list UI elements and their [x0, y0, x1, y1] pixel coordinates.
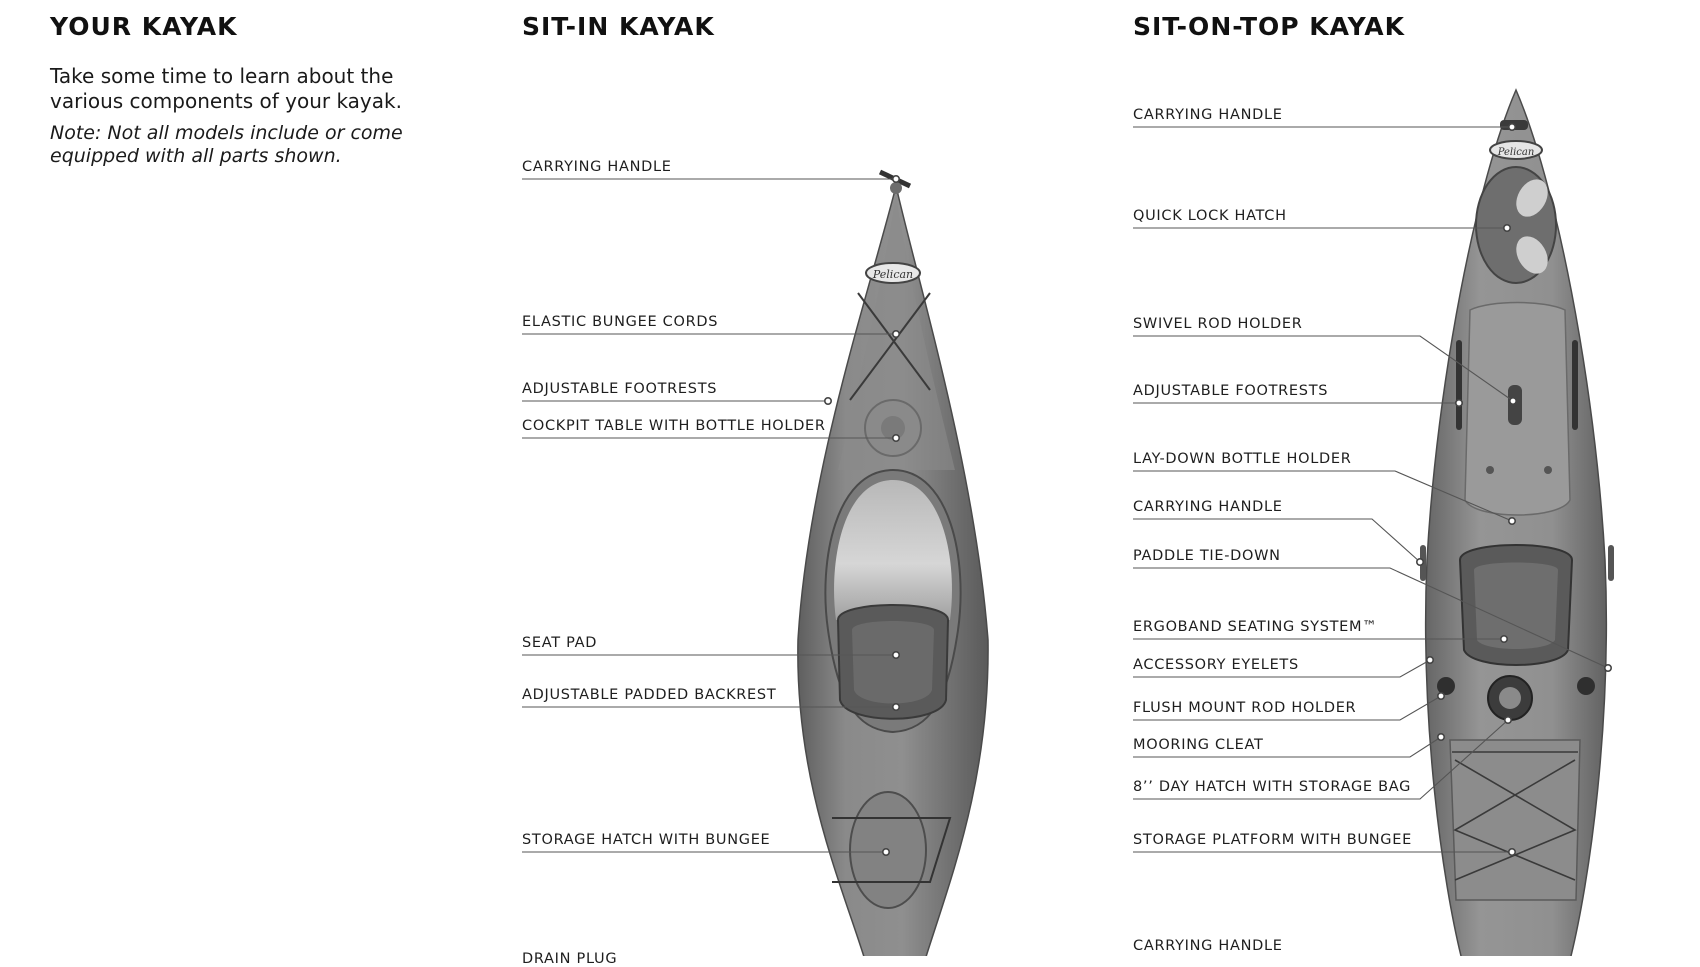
sot-label-day-hatch: 8’’ DAY HATCH WITH STORAGE BAG: [1133, 779, 1412, 795]
sit-in-label-cockpit-table: COCKPIT TABLE WITH BOTTLE HOLDER: [522, 418, 826, 434]
sot-label-flush-mount-rod-holder: FLUSH MOUNT ROD HOLDER: [1133, 700, 1357, 716]
sit-in-label-seat-pad: SEAT PAD: [522, 635, 598, 651]
sot-label-accessory-eyelets: ACCESSORY EYELETS: [1133, 657, 1299, 673]
sot-label-swivel-rod-holder: SWIVEL ROD HOLDER: [1133, 316, 1303, 332]
intro-text: Take some time to learn about the various components of your kayak.: [50, 64, 402, 113]
sit-in-label-drain-plug: DRAIN PLUG: [522, 951, 618, 967]
sot-label-carrying-handle-side: CARRYING HANDLE: [1133, 499, 1283, 515]
sit-in-kayak-drawing: [798, 172, 988, 956]
sot-label-lay-down-bottle-holder: LAY-DOWN BOTTLE HOLDER: [1133, 451, 1352, 467]
sot-label-paddle-tie-down: PADDLE TIE-DOWN: [1133, 548, 1281, 564]
sot-label-carrying-handle-rear: CARRYING HANDLE: [1133, 938, 1283, 954]
sot-label-carrying-handle-front: CARRYING HANDLE: [1133, 107, 1283, 123]
sit-on-top-logo-text: Pelican: [1497, 147, 1535, 158]
sot-label-ergoband-seating: ERGOBAND SEATING SYSTEM™: [1133, 619, 1378, 635]
sit-in-label-adjustable-footrests: ADJUSTABLE FOOTRESTS: [522, 381, 718, 397]
your-kayak-heading: YOUR KAYAK: [50, 12, 238, 41]
sot-label-adjustable-footrests: ADJUSTABLE FOOTRESTS: [1133, 383, 1329, 399]
sit-in-label-storage-hatch: STORAGE HATCH WITH BUNGEE: [522, 832, 771, 848]
sot-label-quick-lock-hatch: QUICK LOCK HATCH: [1133, 208, 1287, 224]
sit-in-label-adjustable-padded-backrest: ADJUSTABLE PADDED BACKREST: [522, 687, 777, 703]
sot-label-mooring-cleat: MOORING CLEAT: [1133, 737, 1264, 753]
sot-label-storage-platform: STORAGE PLATFORM WITH BUNGEE: [1133, 832, 1412, 848]
sit-on-top-kayak-heading: SIT-ON-TOP KAYAK: [1133, 12, 1406, 41]
sit-in-logo-text: Pelican: [872, 268, 914, 281]
note-text: Note: Not all models include or come equipped with all parts shown.: [50, 122, 403, 167]
sit-in-label-carrying-handle: CARRYING HANDLE: [522, 159, 672, 175]
sit-on-top-kayak-drawing: [1420, 90, 1614, 956]
sit-in-kayak-heading: SIT-IN KAYAK: [522, 12, 715, 41]
sit-in-label-elastic-bungee-cords: ELASTIC BUNGEE CORDS: [522, 314, 719, 330]
